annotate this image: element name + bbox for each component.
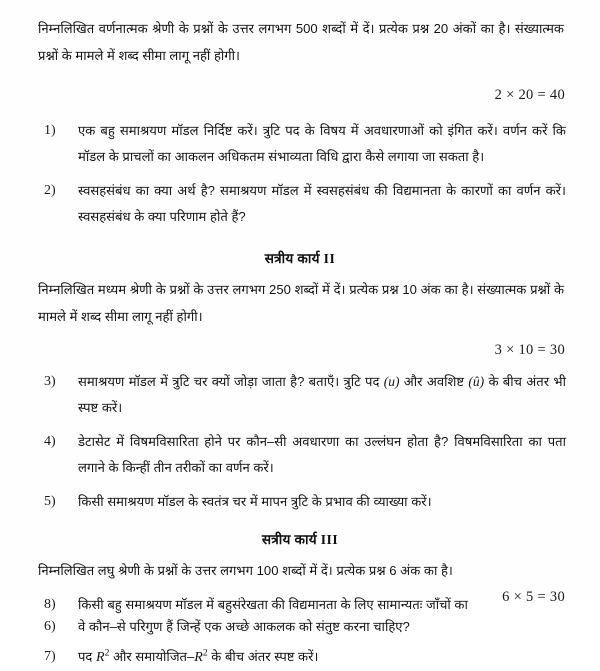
section-three-heading-label: सत्रीय कार्य <box>261 532 317 547</box>
section-two-heading-roman: II <box>323 251 336 266</box>
spacer <box>0 267 600 277</box>
spacer <box>0 230 600 248</box>
question-number: 4) <box>44 434 56 449</box>
question-text: किसी बहु समाश्रयण मॉडल में बहुसंरेखता की विद्यमानता के लिए सामान्यतः जाँचों का <box>78 597 468 612</box>
spacer <box>0 359 600 369</box>
r-symbol: R <box>194 649 203 665</box>
question-item <box>44 614 566 640</box>
section-two-heading <box>0 248 600 267</box>
question-item <box>44 178 566 230</box>
question-item <box>44 644 566 671</box>
question-number: 6) <box>44 618 56 634</box>
question-number: 3) <box>44 374 56 389</box>
residual-symbol: (û) <box>468 374 485 389</box>
top-spacer <box>0 0 600 16</box>
r-symbol-exponent: 2 <box>202 647 208 658</box>
section-three-marks: 6 × 5 = 30 <box>502 588 565 605</box>
question-text: वे कौन–से परिगुण हैं जिन्हें एक अच्छे आकलक को संतुष्ट करना चाहिए? <box>78 618 410 634</box>
section-three-heading-roman: III <box>320 532 339 547</box>
question-item <box>44 429 566 481</box>
section-two-instruction: निम्नलिखित मध्यम श्रेणी के प्रश्नों के उत्तर लगभग 250 शब्दों में दें। प्रत्येक प्रश्न 10 अंक का है। संख्यात्मक प्रश्नों के मामले में शब्द सीमा लागू नहीं होगी। <box>38 282 564 324</box>
spacer <box>0 69 600 87</box>
spacer <box>0 515 600 529</box>
question-text-part: और समायोजित– <box>112 648 195 664</box>
section-three-question-list <box>0 614 600 671</box>
question-item <box>44 118 566 170</box>
question-text-part: पद <box>78 648 93 664</box>
question-number: 1) <box>44 123 56 138</box>
question-number: 8) <box>44 597 56 612</box>
clipped-question-row <box>0 592 600 616</box>
question-gap <box>0 170 600 178</box>
question-number: 7) <box>44 648 56 664</box>
section-one-marks: 2 × 20 = 40 <box>494 87 565 103</box>
r-squared-symbol <box>96 647 110 665</box>
section-one-question-list <box>0 118 600 230</box>
r-symbol: R <box>96 649 105 665</box>
spacer <box>0 330 600 342</box>
section-one-instruction: निम्नलिखित वर्णनात्मक श्रेणी के प्रश्नों के उत्तर लगभग 500 शब्दों में दें। प्रत्येक प्रश्न 20 अंकों का है। संख्यात्मक प्रश्नों के मामले में शब्द सीमा लागू नहीं होगी। <box>38 21 564 63</box>
section-two-heading-label: सत्रीय कार्य <box>264 251 320 266</box>
section-two-question-list <box>0 369 600 515</box>
question-text: स्वसहसंबंध का क्या अर्थ है? समाश्रयण मॉडल में स्वसहसंबंध की विद्यमानता के कारणों का वर्णन करें। स्वसहसंबंध के क्या परिणाम होते हैं? <box>78 183 566 224</box>
question-text <box>78 369 566 421</box>
question-gap <box>0 421 600 429</box>
r-symbol-exponent: 2 <box>104 647 110 658</box>
adjusted-r-squared-symbol <box>194 647 208 665</box>
spacer <box>0 104 600 118</box>
question-number: 5) <box>44 494 56 509</box>
question-item <box>44 592 566 616</box>
section-three-heading <box>0 529 600 548</box>
section-two-marks: 3 × 10 = 30 <box>494 342 565 358</box>
question-gap <box>0 481 600 489</box>
question-text <box>78 644 566 671</box>
question-text-part: के बीच अंतर भी स्पष्ट करें। <box>78 374 567 415</box>
spacer <box>0 548 600 558</box>
question-item <box>44 369 566 421</box>
question-text-part: समाश्रयण मॉडल में त्रुटि चर क्यों जोड़ा जाता है? बताएँ। त्रुटि पद <box>78 374 380 389</box>
question-text: किसी समाश्रयण मॉडल के स्वतंत्र चर में मापन त्रुटि के प्रभाव की व्याख्या करें। <box>78 494 432 509</box>
question-text-part: और अवशिष्ट <box>403 374 465 389</box>
question-item <box>44 489 566 515</box>
question-text: एक बहु समाश्रयण मॉडल निर्दिष्ट करें। त्रुटि पद के विषय में अवधारणाओं को इंगित करें। वर्णन करें कि मॉडल के प्राचलों का आकलन अधिकतम संभाव्यता विधि द्वारा कैसे लगाया जा सकता है। <box>78 123 566 164</box>
error-term-symbol: (u) <box>383 374 400 389</box>
question-text-part: के बीच अंतर स्पष्ट करें। <box>211 648 319 664</box>
section-three-instruction: निम्नलिखित लघु श्रेणी के प्रश्नों के उत्तर लगभग 100 शब्दों में दें। प्रत्येक प्रश्न 6 अंक का है। <box>38 563 453 578</box>
question-text: डेटासेट में विषमविसारिता होने पर कौन–सी अवधारणा का उल्लंघन होता है? विषमविसारिता का पता लगाने के किन्हीं तीन तरीकों का वर्णन करें। <box>78 434 566 475</box>
question-number: 2) <box>44 183 56 198</box>
